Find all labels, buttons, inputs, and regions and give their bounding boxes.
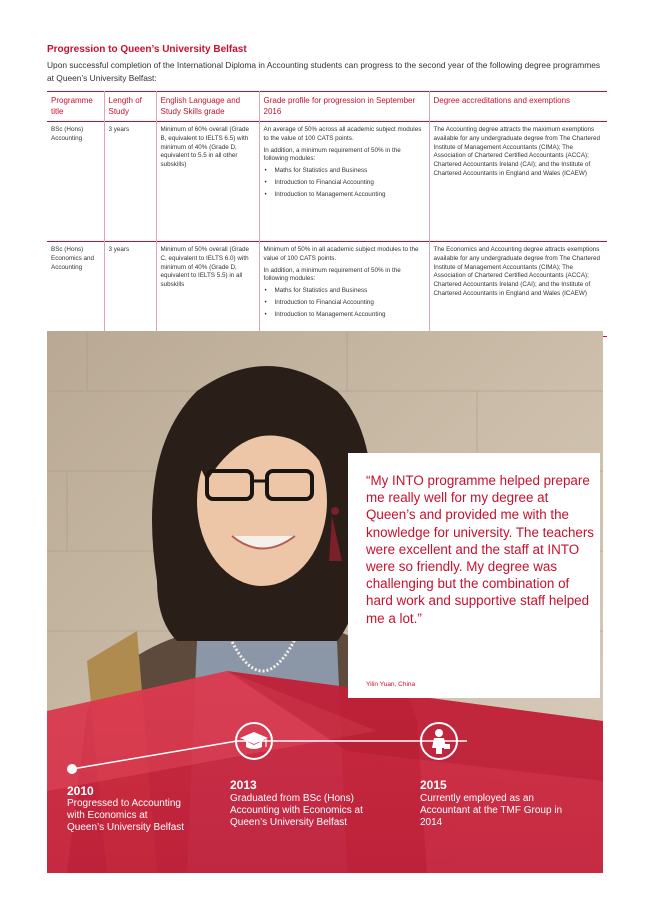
- cell-english: Minimum of 60% overall (Grade B, equivalent to IELTS 6.5) with minimum of 40% (Grade D, equivalent to 5.5 in all other subskills): [156, 122, 259, 242]
- module-list: [264, 167, 425, 199]
- testimonial-quote: “My INTO programme helped prepare me really well for my degree at Queen’s and provided me with the knowledge for university. The teachers were excellent and the staff at INTO were so friendly. My degree was challenging but the combination of hard work and supportive staff helped me a lot.”: [366, 473, 595, 626]
- cell-programme: BSc (Hons) Accounting: [51, 126, 84, 142]
- header-grade: Grade profile for progression in September 2016: [259, 92, 429, 122]
- list-item: • Introduction to Financial Accounting: [264, 299, 425, 308]
- cell-programme: BSc (Hons) Economics and Accounting: [51, 246, 95, 271]
- list-item: • Maths for Statistics and Business: [264, 167, 425, 176]
- header-accreditation: Degree accreditations and exemptions: [429, 92, 607, 122]
- timeline-text-2013: Graduated from BSc (Hons) Accounting with Economics at Queen’s University Belfast: [230, 793, 363, 828]
- dot-icon: [67, 764, 77, 774]
- table-row: [47, 242, 607, 337]
- businesswoman-icon: [420, 722, 458, 760]
- list-item: • Introduction to Financial Accounting: [264, 179, 425, 188]
- table-header-row: [47, 92, 607, 122]
- timeline-year-2015: 2015: [420, 778, 447, 792]
- cell-accreditation: The Accounting degree attracts the maximum exemptions available for any undergraduate degree from The Chartered Institute of Management Accountants (CIMA); The Association of Chartered Certified Accountants (ACCA); Chartered Accountants Ireland (CAI); and the Institute of Chartered Accountants in England and Wales (ICAEW): [429, 122, 607, 242]
- module-list: [264, 287, 425, 319]
- cell-length: 3 years: [104, 242, 156, 337]
- progression-table: [47, 91, 607, 337]
- graduation-cap-icon: [235, 722, 273, 760]
- header-programme: Programme title: [51, 96, 93, 116]
- grade-additional: In addition, a minimum requirement of 50% in the following modules:: [263, 266, 401, 283]
- section-title: Progression to Queen’s University Belfast: [47, 44, 247, 55]
- header-length: Length of Study: [104, 92, 156, 122]
- cell-grade: [259, 122, 429, 242]
- table-row: [47, 122, 607, 242]
- timeline-year-2013: 2013: [230, 778, 257, 792]
- timeline-year-2010: 2010: [67, 784, 94, 798]
- cell-accreditation: The Economics and Accounting degree attracts exemptions available for any undergraduate degree from The Chartered Institute of Management Accountants (CIMA); The Association of Chartered Certified Accountants (ACCA); Chartered Accountants Ireland (CAI); and the Institute of Chartered Accountants in England and Wales (ICAEW): [429, 242, 607, 337]
- cell-grade: [259, 242, 429, 337]
- timeline-text-2015: Currently employed as an Accountant at the TMF Group in 2014: [420, 793, 563, 828]
- list-item: • Maths for Statistics and Business: [264, 287, 425, 296]
- cell-english: Minimum of 50% overall (Grade C, equivalent to IELTS 6.0) with minimum of 40% (Grade D, equivalent to IELTS 5.5) in all subskills: [156, 242, 259, 337]
- grade-additional: In addition, a minimum requirement of 50% in the following modules:: [263, 146, 401, 163]
- timeline-text-2010: Progressed to Accounting with Economics at Queen’s University Belfast: [67, 798, 185, 833]
- list-item: • Introduction to Management Accounting: [264, 311, 425, 320]
- cell-length: 3 years: [104, 122, 156, 242]
- intro-paragraph: Upon successful completion of the International Diploma in Accounting students can progress to the second year of the following degree programmes at Queen’s University Belfast:: [47, 60, 601, 83]
- quote-author: Yilin Yuan, China: [366, 681, 416, 688]
- grade-requirement: An average of 50% across all academic subject modules to the value of 100 CATS points.: [263, 126, 422, 142]
- list-item: • Introduction to Management Accounting: [264, 191, 425, 200]
- grade-requirement: Minimum of 50% in all academic subject modules to the value of 100 CATS points.: [263, 246, 419, 262]
- header-english: English Language and Study Skills grade: [156, 92, 259, 122]
